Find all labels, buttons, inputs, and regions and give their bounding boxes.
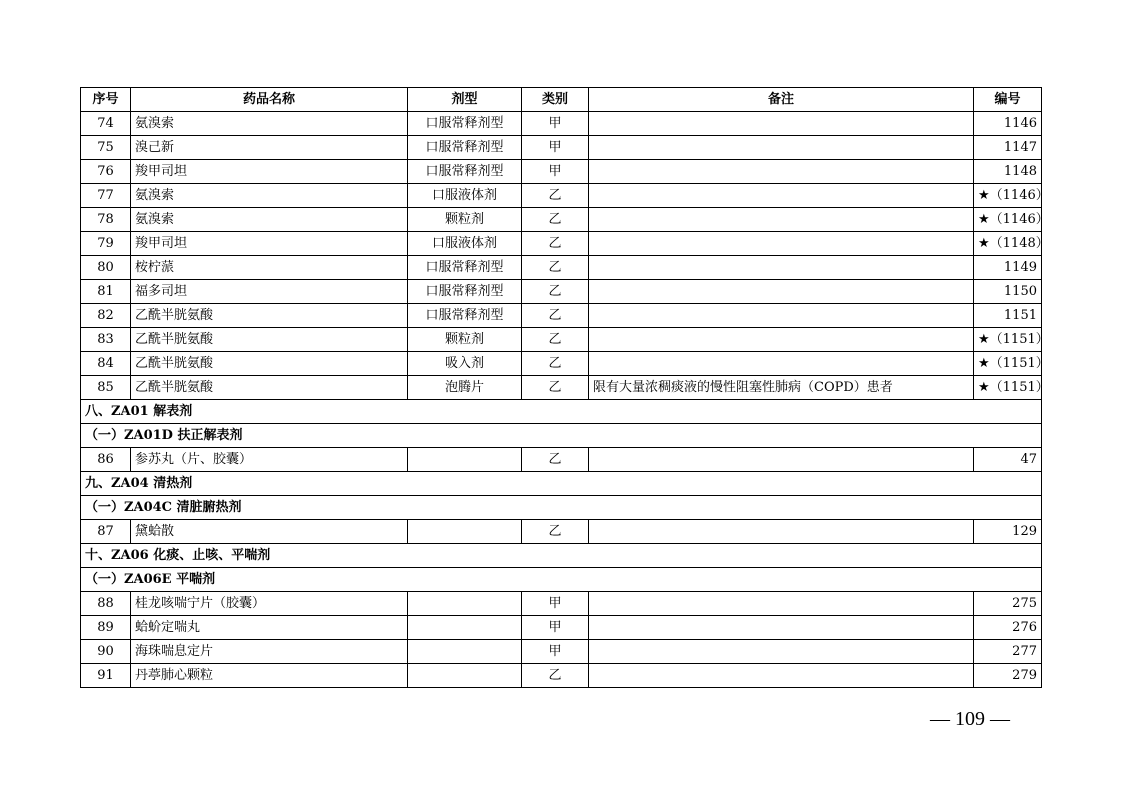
table-row — [81, 232, 1042, 256]
cell-remark — [589, 520, 974, 544]
section-row — [81, 544, 1042, 568]
cell-code: 1149 — [974, 256, 1042, 280]
section-heading: （一）ZA01D 扶正解表剂 — [81, 424, 1042, 448]
cell-category: 乙 — [522, 328, 589, 352]
cell-category: 乙 — [522, 664, 589, 688]
section-row — [81, 568, 1042, 592]
cell-remark — [589, 232, 974, 256]
table-row — [81, 520, 1042, 544]
cell-form: 口服常释剂型 — [408, 160, 522, 184]
cell-category: 甲 — [522, 592, 589, 616]
cell-remark — [589, 592, 974, 616]
cell-form: 口服常释剂型 — [408, 136, 522, 160]
cell-no: 86 — [81, 448, 131, 472]
cell-name: 参苏丸（片、胶囊） — [131, 448, 408, 472]
cell-remark — [589, 664, 974, 688]
cell-no: 78 — [81, 208, 131, 232]
cell-code: ★（1151） — [974, 328, 1042, 352]
cell-no: 82 — [81, 304, 131, 328]
cell-remark — [589, 304, 974, 328]
table-row — [81, 592, 1042, 616]
table-row — [81, 664, 1042, 688]
cell-code: 1147 — [974, 136, 1042, 160]
cell-form — [408, 520, 522, 544]
cell-no: 91 — [81, 664, 131, 688]
cell-code: 1148 — [974, 160, 1042, 184]
cell-form: 口服常释剂型 — [408, 304, 522, 328]
cell-category: 乙 — [522, 520, 589, 544]
cell-remark — [589, 280, 974, 304]
cell-category: 甲 — [522, 616, 589, 640]
cell-code: 275 — [974, 592, 1042, 616]
cell-name: 氨溴索 — [131, 112, 408, 136]
cell-category: 乙 — [522, 280, 589, 304]
cell-form — [408, 448, 522, 472]
table-row — [81, 448, 1042, 472]
cell-name: 黛蛤散 — [131, 520, 408, 544]
table-row — [81, 280, 1042, 304]
cell-no: 84 — [81, 352, 131, 376]
cell-name: 羧甲司坦 — [131, 160, 408, 184]
cell-no: 76 — [81, 160, 131, 184]
cell-no: 77 — [81, 184, 131, 208]
cell-category: 乙 — [522, 376, 589, 400]
cell-category: 乙 — [522, 208, 589, 232]
cell-category: 甲 — [522, 136, 589, 160]
cell-name: 乙酰半胱氨酸 — [131, 304, 408, 328]
cell-code: 47 — [974, 448, 1042, 472]
cell-no: 90 — [81, 640, 131, 664]
cell-name: 桉柠蒎 — [131, 256, 408, 280]
cell-category: 甲 — [522, 160, 589, 184]
cell-remark: 限有大量浓稠痰液的慢性阻塞性肺病（COPD）患者 — [589, 376, 974, 400]
cell-code: ★（1151） — [974, 376, 1042, 400]
cell-remark — [589, 256, 974, 280]
table-row — [81, 208, 1042, 232]
cell-remark — [589, 328, 974, 352]
cell-name: 乙酰半胱氨酸 — [131, 328, 408, 352]
drug-table — [80, 87, 1049, 688]
cell-name: 蛤蚧定喘丸 — [131, 616, 408, 640]
cell-remark — [589, 136, 974, 160]
cell-form — [408, 592, 522, 616]
section-row — [81, 424, 1042, 448]
cell-name: 桂龙咳喘宁片（胶囊） — [131, 592, 408, 616]
page-number: — 109 — — [930, 708, 1010, 730]
cell-no: 75 — [81, 136, 131, 160]
cell-name: 海珠喘息定片 — [131, 640, 408, 664]
cell-no: 89 — [81, 616, 131, 640]
table-body — [81, 112, 1049, 688]
cell-name: 福多司坦 — [131, 280, 408, 304]
cell-category: 乙 — [522, 352, 589, 376]
cell-code: 279 — [974, 664, 1042, 688]
cell-name: 溴己新 — [131, 136, 408, 160]
section-row — [81, 400, 1042, 424]
cell-code: ★（1148） — [974, 232, 1042, 256]
cell-remark — [589, 352, 974, 376]
cell-no: 87 — [81, 520, 131, 544]
cell-name: 乙酰半胱氨酸 — [131, 376, 408, 400]
cell-code: 277 — [974, 640, 1042, 664]
cell-form — [408, 640, 522, 664]
cell-name: 丹葶肺心颗粒 — [131, 664, 408, 688]
table-row — [81, 256, 1042, 280]
section-heading: 九、ZA04 清热剂 — [81, 472, 1042, 496]
table-row — [81, 160, 1042, 184]
header-code: 编号 — [974, 88, 1042, 112]
cell-code: 129 — [974, 520, 1042, 544]
cell-name: 乙酰半胱氨酸 — [131, 352, 408, 376]
cell-form: 口服常释剂型 — [408, 280, 522, 304]
cell-no: 74 — [81, 112, 131, 136]
cell-name: 羧甲司坦 — [131, 232, 408, 256]
cell-category: 乙 — [522, 256, 589, 280]
table-row — [81, 136, 1042, 160]
cell-no: 80 — [81, 256, 131, 280]
cell-form: 口服液体剂 — [408, 232, 522, 256]
cell-remark — [589, 184, 974, 208]
cell-code: ★（1146） — [974, 208, 1042, 232]
cell-form: 吸入剂 — [408, 352, 522, 376]
cell-name: 氨溴索 — [131, 184, 408, 208]
table-row — [81, 304, 1042, 328]
cell-remark — [589, 448, 974, 472]
cell-category: 乙 — [522, 184, 589, 208]
table-row — [81, 640, 1042, 664]
table-header-row — [81, 88, 1042, 112]
cell-form: 口服常释剂型 — [408, 112, 522, 136]
cell-form — [408, 616, 522, 640]
cell-no: 81 — [81, 280, 131, 304]
cell-form: 口服液体剂 — [408, 184, 522, 208]
table-row — [81, 352, 1042, 376]
cell-code: 276 — [974, 616, 1042, 640]
header-remark: 备注 — [589, 88, 974, 112]
cell-no: 79 — [81, 232, 131, 256]
cell-code: ★（1146） — [974, 184, 1042, 208]
cell-no: 88 — [81, 592, 131, 616]
cell-category: 甲 — [522, 112, 589, 136]
section-row — [81, 472, 1042, 496]
cell-code: 1146 — [974, 112, 1042, 136]
cell-category: 乙 — [522, 448, 589, 472]
section-row — [81, 496, 1042, 520]
cell-code: 1151 — [974, 304, 1042, 328]
cell-remark — [589, 112, 974, 136]
section-heading: 八、ZA01 解表剂 — [81, 400, 1042, 424]
cell-form: 泡腾片 — [408, 376, 522, 400]
cell-form: 颗粒剂 — [408, 328, 522, 352]
table-row — [81, 328, 1042, 352]
cell-no: 83 — [81, 328, 131, 352]
header-category: 类别 — [522, 88, 589, 112]
cell-remark — [589, 640, 974, 664]
section-heading: 十、ZA06 化痰、止咳、平喘剂 — [81, 544, 1042, 568]
cell-category: 乙 — [522, 232, 589, 256]
cell-form — [408, 664, 522, 688]
cell-category: 乙 — [522, 304, 589, 328]
table-row — [81, 112, 1042, 136]
cell-form: 口服常释剂型 — [408, 256, 522, 280]
table-row — [81, 376, 1042, 400]
cell-remark — [589, 160, 974, 184]
header-name: 药品名称 — [131, 88, 408, 112]
cell-form: 颗粒剂 — [408, 208, 522, 232]
table-row — [81, 184, 1042, 208]
cell-remark — [589, 208, 974, 232]
cell-category: 甲 — [522, 640, 589, 664]
header-no: 序号 — [81, 88, 131, 112]
section-heading: （一）ZA06E 平喘剂 — [81, 568, 1042, 592]
table-row — [81, 616, 1042, 640]
cell-no: 85 — [81, 376, 131, 400]
cell-code: 1150 — [974, 280, 1042, 304]
section-heading: （一）ZA04C 清脏腑热剂 — [81, 496, 1042, 520]
cell-remark — [589, 616, 974, 640]
cell-name: 氨溴索 — [131, 208, 408, 232]
header-form: 剂型 — [408, 88, 522, 112]
cell-code: ★（1151） — [974, 352, 1042, 376]
